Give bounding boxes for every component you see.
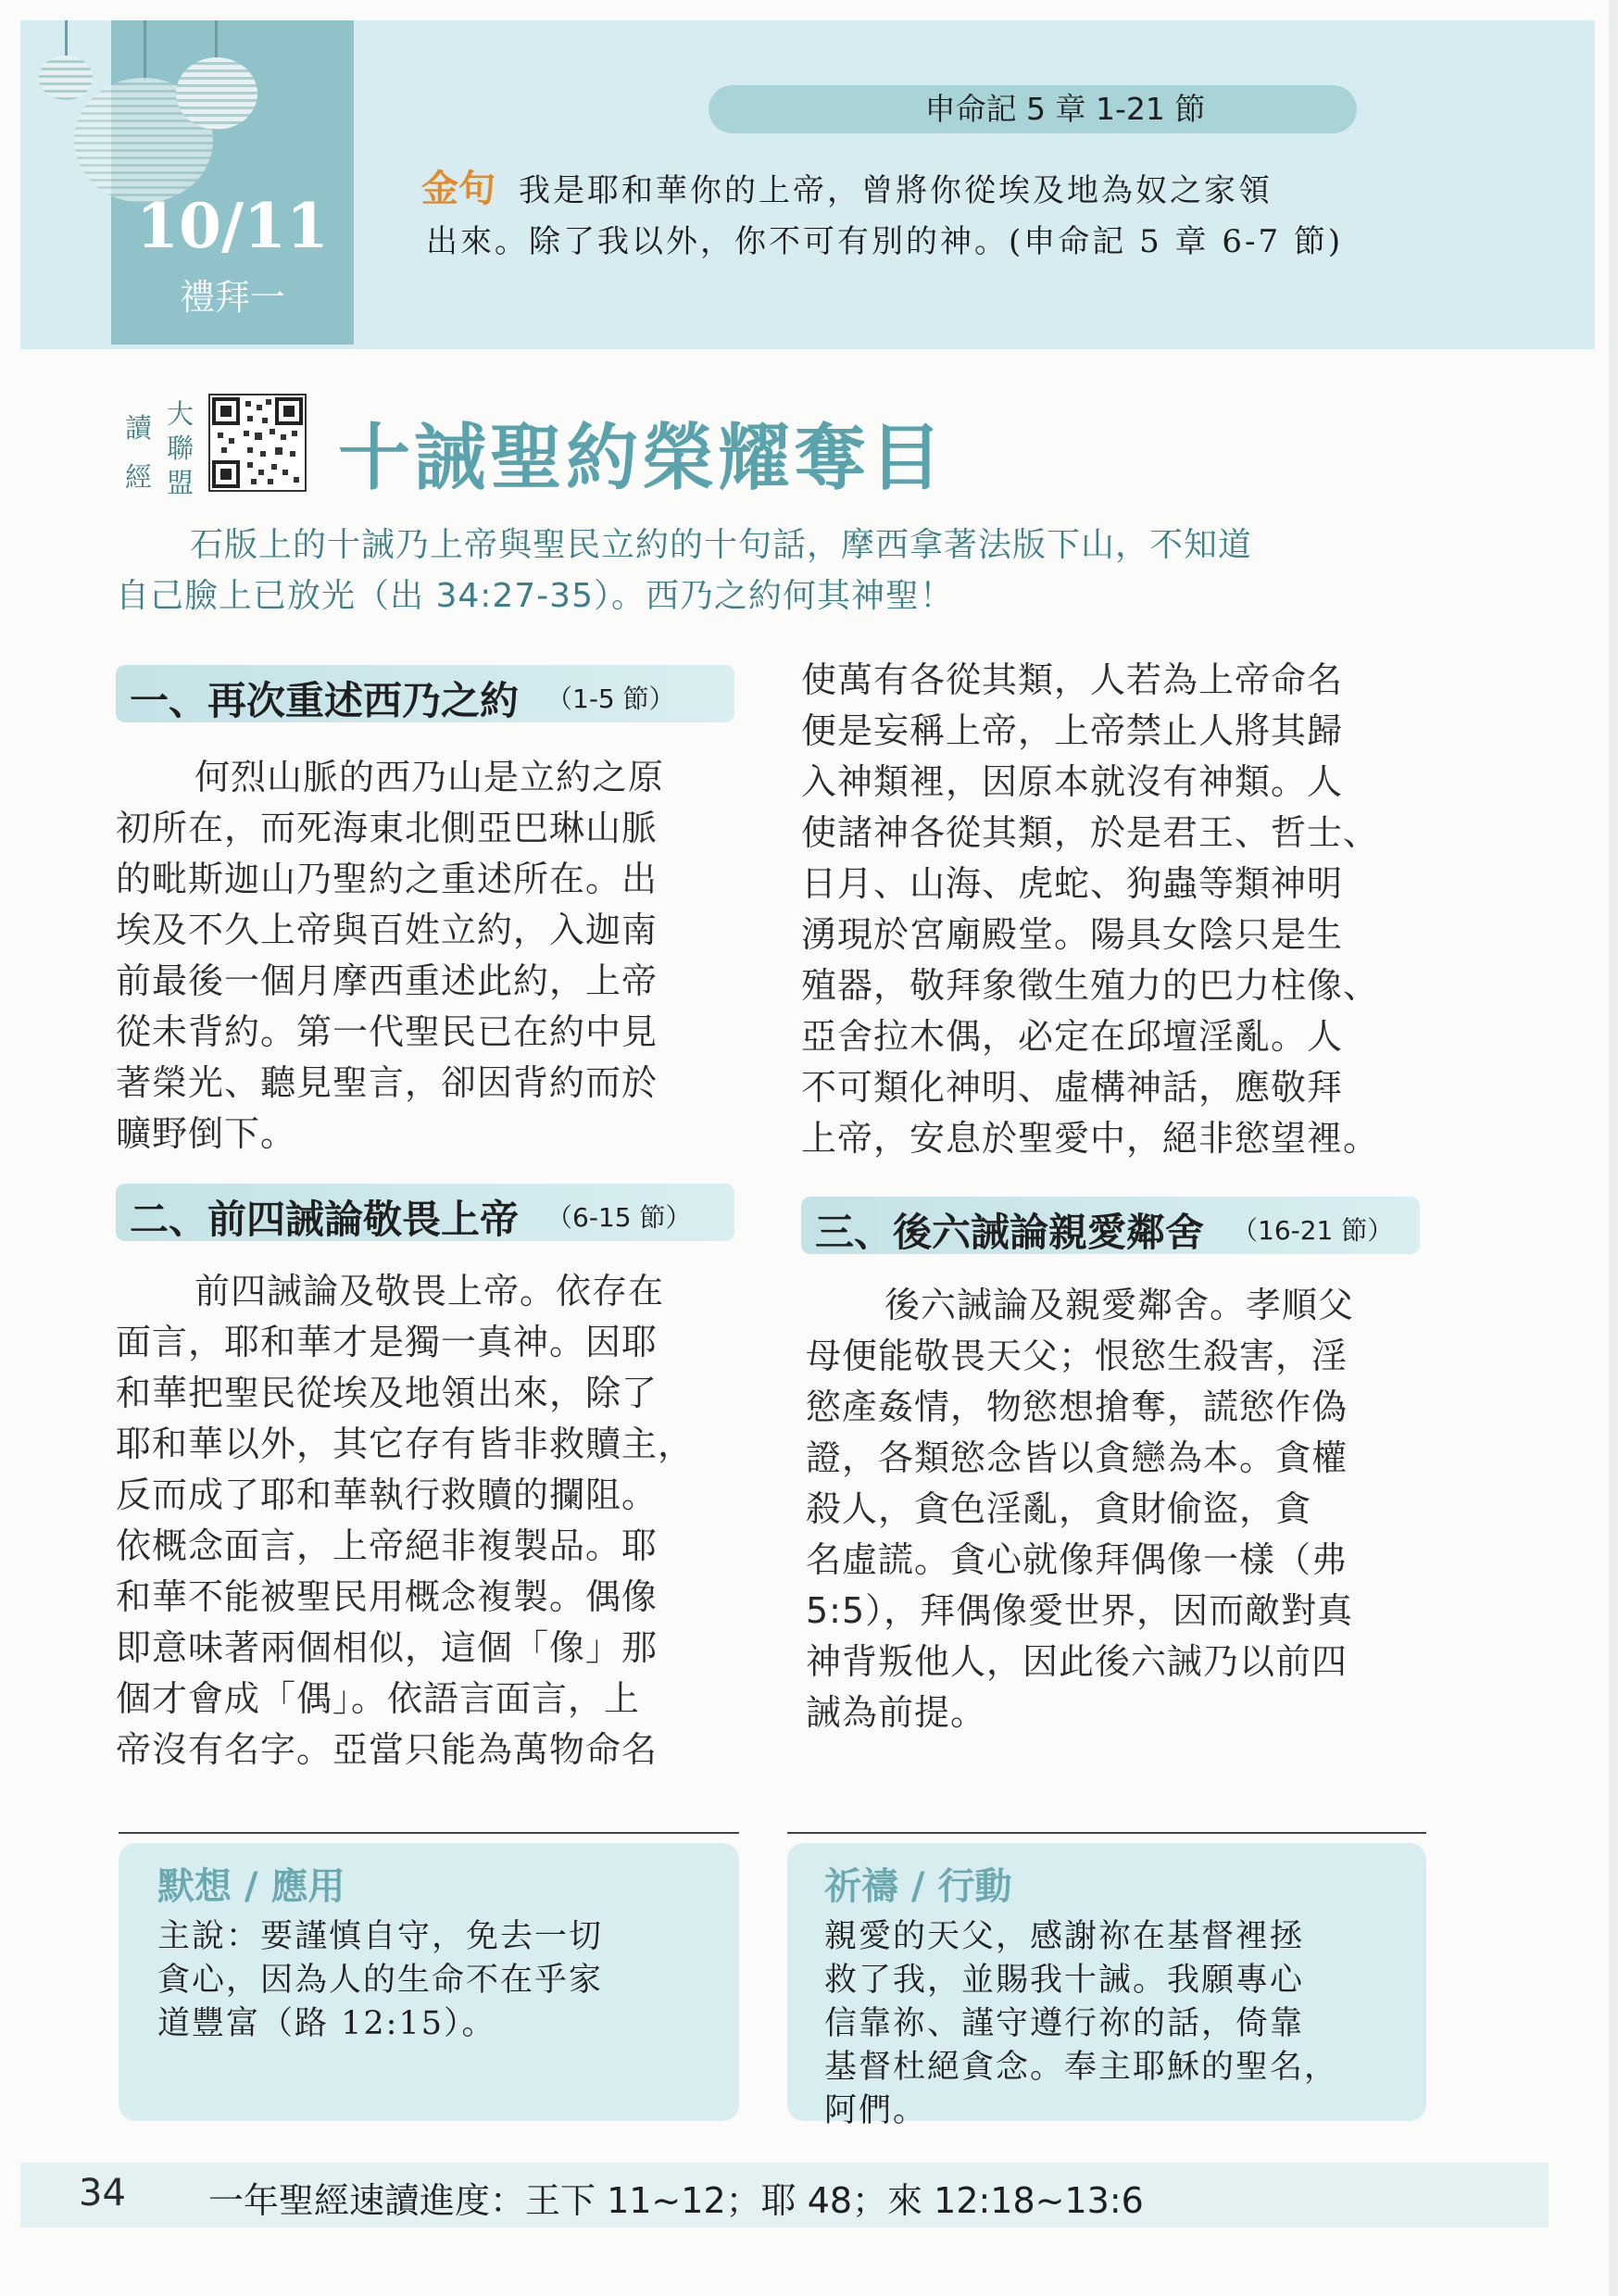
page-title: 十誡聖約榮耀奪目 [338, 416, 947, 500]
meditation-line: 道豐富（路 12:15）。 [157, 2005, 496, 2042]
body-line: 著榮光、聽見聖言，卻因背約而於 [116, 1062, 658, 1103]
lamp-string [65, 20, 68, 57]
scan-edge [1609, 0, 1618, 2296]
meditation-line: 主說：要謹慎自守，免去一切 [157, 1918, 604, 1955]
golden-verse-label: 金句 [421, 168, 495, 210]
section-ref: （1-5 節） [546, 684, 675, 714]
body-line: 亞舍拉木偶，必定在邱壇淫亂。人 [801, 1016, 1344, 1057]
body-line: 使諸神各從其類，於是君王、哲士、 [801, 812, 1380, 853]
reading-progress: 一年聖經速讀進度：王下 11~12；耶 48；來 12:18~13:6 [208, 2180, 1144, 2221]
body-line: 何烈山脈的西乃山是立約之原 [194, 757, 665, 797]
body-line: 耶和華以外，其它存有皆非救贖主， [116, 1424, 695, 1464]
body-line: 神背叛他人，因此後六誡乃以前四 [806, 1641, 1348, 1682]
prayer-line: 信靠祢、謹守遵行祢的話，倚靠 [824, 2005, 1305, 2042]
brand-char: 讀 [125, 412, 153, 444]
section-ref: （16-21 節） [1232, 1215, 1394, 1246]
body-line: 入神類裡，因原本就沒有神類。人 [801, 761, 1344, 802]
body-line: 使萬有各從其類，人若為上帝命名 [801, 659, 1344, 700]
body-line: 曠野倒下。 [116, 1113, 297, 1154]
page-number: 34 [79, 2172, 126, 2214]
body-line: 不可類化神明、虛構神話，應敬拜 [801, 1067, 1344, 1108]
golden-verse-line: 我是耶和華你的上帝，曾將你從埃及地為奴之家領 [519, 172, 1273, 209]
section-title: 二、前四誡論敬畏上帝 [130, 1197, 520, 1242]
prayer-line: 基督杜絕貪念。奉主耶穌的聖名， [824, 2049, 1339, 2086]
body-line: 帝沒有名字。亞當只能為萬物命名 [116, 1729, 658, 1770]
meditation-line: 貪心，因為人的生命不在乎家 [157, 1962, 604, 1999]
section-title: 一、再次重述西乃之約 [130, 678, 520, 723]
intro-line: 自己臉上已放光（出 34:27-35）。西乃之約何其神聖！ [116, 577, 954, 615]
body-line: 反而成了耶和華執行救贖的攔阻。 [116, 1474, 658, 1515]
body-line: 依概念面言，上帝絕非複製品。耶 [116, 1525, 658, 1566]
body-line: 上帝，安息於聖愛中，絕非慾望裡。 [801, 1118, 1380, 1159]
divider [787, 1832, 1426, 1834]
brand-char: 盟 [167, 467, 194, 498]
body-line: 前四誡論及敬畏上帝。依存在 [194, 1271, 665, 1311]
scripture-ref: 申命記 5 章 1-21 節 [924, 91, 1206, 127]
body-line: 面言，耶和華才是獨一真神。因耶 [116, 1322, 658, 1362]
meditation-title: 默想 / 應用 [157, 1865, 345, 1908]
body-line: 5:5），拜偶像愛世界，因而敵對真 [806, 1590, 1354, 1631]
brand-char: 大 [167, 398, 194, 430]
lamp-icon [39, 56, 93, 100]
section-ref: （6-15 節） [546, 1202, 692, 1233]
body-line: 從未背約。第一代聖民已在約中見 [116, 1011, 658, 1052]
body-line: 殖器，敬拜象徵生殖力的巴力柱像、 [801, 965, 1380, 1006]
body-line: 母便能敬畏天父；恨慾生殺害，淫 [806, 1336, 1348, 1376]
lamp-string [215, 20, 218, 57]
body-line: 和華把聖民從埃及地領出來，除了 [116, 1373, 658, 1413]
body-line: 個才會成「偶」。依語言面言，上 [116, 1678, 641, 1719]
section-title: 三、後六誡論親愛鄰舍 [815, 1210, 1205, 1255]
body-line: 慾產姦情，物慾想搶奪，謊慾作偽 [806, 1386, 1348, 1427]
brand-char: 經 [125, 461, 153, 493]
body-line: 殺人，貪色淫亂，貪財偷盜，貪 [806, 1488, 1312, 1529]
body-line: 日月、山海、虎蛇、狗蟲等類神明 [801, 863, 1344, 904]
prayer-line: 阿們。 [824, 2092, 928, 2129]
body-line: 湧現於宮廟殿堂。陽具女陰只是生 [801, 914, 1344, 955]
body-line: 前最後一個月摩西重述此約，上帝 [116, 960, 658, 1001]
body-line: 名虛謊。貪心就像拜偶像一樣（弗 [806, 1539, 1348, 1580]
brand-char: 聯 [167, 433, 194, 464]
prayer-line: 親愛的天父，感謝祢在基督裡拯 [824, 1918, 1305, 1955]
lamp-string [144, 20, 146, 81]
body-line: 後六誡論及親愛鄰舍。孝順父 [884, 1285, 1355, 1325]
intro-line: 石版上的十誡乃上帝與聖民立約的十句話，摩西拿著法版下山，不知道 [190, 526, 1253, 564]
body-line: 便是妄稱上帝，上帝禁止人將其歸 [801, 710, 1344, 751]
divider [119, 1832, 739, 1834]
body-line: 即意味著兩個相似，這個「像」那 [116, 1627, 658, 1668]
body-line: 誡為前提。 [806, 1692, 987, 1733]
lamp-icon [176, 57, 257, 130]
body-line: 證，各類慾念皆以貪戀為本。貪權 [806, 1437, 1348, 1478]
weekday: 禮拜一 [179, 277, 285, 318]
qr-code-icon[interactable] [208, 394, 307, 492]
body-line: 的毗斯迦山乃聖約之重述所在。出 [116, 859, 658, 899]
date: 10/11 [136, 190, 329, 262]
body-line: 埃及不久上帝與百姓立約，入迦南 [116, 910, 658, 950]
prayer-line: 救了我，並賜我十誡。我願專心 [824, 1962, 1305, 1999]
prayer-title: 祈禱 / 行動 [824, 1865, 1012, 1908]
body-line: 初所在，而死海東北側亞巴琳山脈 [116, 808, 658, 848]
golden-verse-line: 出來。除了我以外，你不可有別的神。(申命記 5 章 6-7 節) [426, 223, 1344, 260]
body-line: 和華不能被聖民用概念複製。偶像 [116, 1576, 658, 1617]
